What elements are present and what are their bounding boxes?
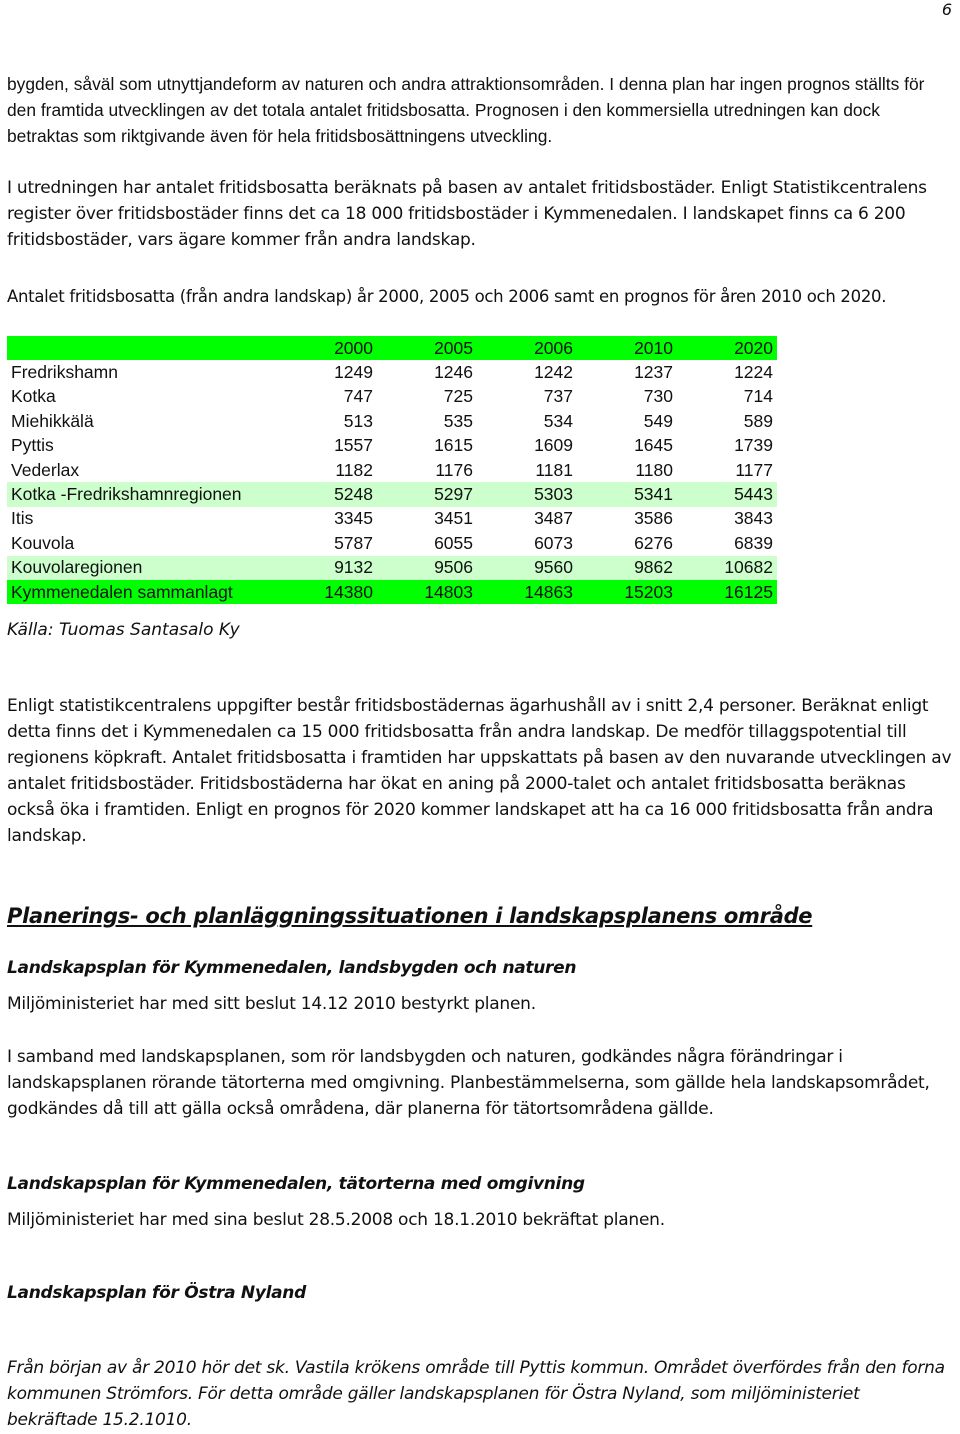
value-cell: 730	[643, 386, 673, 407]
value-cell: 737	[543, 386, 573, 407]
value-cell: 725	[443, 386, 473, 407]
value-cell: 1181	[535, 459, 573, 480]
value-cell: 3843	[734, 508, 773, 529]
value-cell: 14803	[377, 580, 477, 604]
value-cell: 5248	[277, 482, 377, 506]
value-cell: 6055	[434, 532, 473, 553]
value-cell: 9560	[477, 556, 577, 580]
header-empty-cell	[7, 336, 277, 360]
value-cell: 15203	[577, 580, 677, 604]
table-row	[7, 434, 777, 458]
row-name-cell: Kotka	[11, 386, 56, 407]
value-cell: 535	[443, 410, 473, 431]
sub1-paragraph-2: I samband med landskapsplanen, som rör landsbygden och naturen, godkändes några förändringar i landskapsplanen rörande tätorterna med omgivning. Planbestämmelserna, som gällde hela landskapsområdet, godkändes då till att gälla också områdena, där planerna för tätortsområdena gällde.	[7, 1047, 930, 1119]
subheading-ostra-nyland: Landskapsplan för Östra Nyland	[7, 1283, 306, 1303]
row-name-cell: Kouvolaregionen	[7, 556, 277, 580]
value-cell: 10682	[677, 556, 777, 580]
row-name-cell: Pyttis	[11, 435, 54, 456]
after-table-paragraph: Enligt statistikcentralens uppgifter består fritidsbostädernas ägarhushåll av i snitt 2,4 personer. Beräknat enligt detta finns det i Kymmenedalen ca 15 000 fritidsbosatta från andra landskap. De medför tillaggspotential till regionens köpkraft. Antalet fritidsbosatta i framtiden har uppskattats på basen av den nuvarande utvecklingen av antalet fritidsbostäder. Fritidsbostäderna har ökat en aning på 2000-talet och antalet fritidsbosatta beräknas också öka i framtiden. Enligt en prognos för 2020 kommer landskapet att ha ca 16 000 fritidsbosatta från andra landskap.	[7, 696, 952, 846]
header-cell: 2006	[477, 336, 577, 360]
intro-paragraph-1: bygden, såväl som utnyttjandeform av naturen och andra attraktionsområden. I denna plan har ingen prognos ställts för den framtida utvecklingen av det totala antalet fritidsbosatta. Prognosen i den kommersiella utredningen kan dock betraktas som riktgivande även för hela fritidsbosättningens utveckling.	[7, 74, 925, 146]
value-cell: 9132	[277, 556, 377, 580]
row-name-cell: Itis	[11, 508, 34, 529]
table-header-row	[7, 336, 777, 360]
value-cell: 14380	[277, 580, 377, 604]
sub3-paragraph-1: Från början av år 2010 hör det sk. Vastila krökens område till Pyttis kommun. Området överfördes från den forna kommunen Strömfors. För detta område gäller landskapsplanen för Östra Nyland, som miljöministeriet bekräftade 15.2.1010.	[7, 1358, 945, 1430]
value-cell: 5341	[577, 482, 677, 506]
table-caption: Antalet fritidsbosatta (från andra landskap) år 2000, 2005 och 2006 samt en prognos för åren 2010 och 2020.	[7, 287, 887, 306]
value-cell: 1180	[635, 459, 673, 480]
value-cell: 1609	[534, 435, 573, 456]
value-cell: 5297	[377, 482, 477, 506]
header-cell: 2010	[577, 336, 677, 360]
value-cell: 16125	[677, 580, 777, 604]
value-cell: 5443	[677, 482, 777, 506]
value-cell: 5787	[334, 532, 373, 553]
table-row	[7, 482, 777, 506]
value-cell: 3345	[334, 508, 373, 529]
subheading-landsbygden: Landskapsplan för Kymmenedalen, landsbygden och naturen	[7, 958, 577, 978]
page-number: 6	[941, 0, 952, 19]
value-cell: 1224	[734, 362, 773, 383]
sub1-paragraph-1: Miljöministeriet har med sitt beslut 14.12 2010 bestyrkt planen.	[7, 994, 536, 1014]
value-cell: 1237	[634, 362, 673, 383]
value-cell: 1615	[434, 435, 473, 456]
value-cell: 14863	[477, 580, 577, 604]
table-row	[7, 507, 777, 531]
value-cell: 1242	[534, 362, 573, 383]
value-cell: 3451	[434, 508, 473, 529]
value-cell: 1176	[435, 459, 473, 480]
value-cell: 3586	[634, 508, 673, 529]
table-row	[7, 580, 777, 604]
value-cell: 1182	[335, 459, 373, 480]
value-cell: 1557	[334, 435, 373, 456]
fritidsbosatta-table	[7, 336, 777, 604]
subheading-tatorterna: Landskapsplan för Kymmenedalen, tätorterna med omgivning	[7, 1174, 585, 1194]
table-row	[7, 556, 777, 580]
table-row	[7, 409, 777, 433]
value-cell: 714	[743, 386, 773, 407]
row-name-cell: Kouvola	[11, 532, 75, 553]
intro-paragraph-2: I utredningen har antalet fritidsbosatta beräknats på basen av antalet fritidsbostäder. Enligt Statistikcentralens register över fritidsbostäder finns det ca 18 000 fritidsbostäder i Kymmenedalen. I landskapet finns ca 6 200 fritidsbostäder, vars ägare kommer från andra landskap.	[7, 178, 927, 250]
value-cell: 747	[343, 386, 373, 407]
value-cell: 589	[743, 410, 773, 431]
value-cell: 534	[543, 410, 573, 431]
value-cell: 1249	[334, 362, 373, 383]
row-name-cell: Fredrikshamn	[11, 362, 118, 383]
sub2-paragraph-1: Miljöministeriet har med sina beslut 28.5.2008 och 18.1.2010 bekräftat planen.	[7, 1210, 665, 1230]
value-cell: 3487	[534, 508, 573, 529]
row-name-cell: Miehikkälä	[11, 410, 94, 431]
value-cell: 9506	[377, 556, 477, 580]
value-cell: 1177	[735, 459, 773, 480]
row-name-cell: Kotka -Fredrikshamnregionen	[7, 482, 277, 506]
value-cell: 1246	[434, 362, 473, 383]
value-cell: 6276	[634, 532, 673, 553]
table-row	[7, 458, 777, 482]
table-row	[7, 531, 777, 555]
value-cell: 513	[343, 410, 373, 431]
header-cell: 2005	[377, 336, 477, 360]
value-cell: 5303	[477, 482, 577, 506]
row-name-cell: Kymmenedalen sammanlagt	[7, 580, 277, 604]
value-cell: 9862	[577, 556, 677, 580]
table-source: Källa: Tuomas Santasalo Ky	[7, 620, 240, 640]
value-cell: 6073	[534, 532, 573, 553]
value-cell: 6839	[734, 532, 773, 553]
section-heading: Planerings- och planläggningssituationen i landskapsplanens område	[7, 904, 813, 928]
header-cell: 2020	[677, 336, 777, 360]
value-cell: 1645	[634, 435, 673, 456]
table-row	[7, 360, 777, 384]
value-cell: 549	[643, 410, 673, 431]
header-cell: 2000	[277, 336, 377, 360]
table-row	[7, 385, 777, 409]
value-cell: 1739	[734, 435, 773, 456]
row-name-cell: Vederlax	[11, 459, 80, 480]
